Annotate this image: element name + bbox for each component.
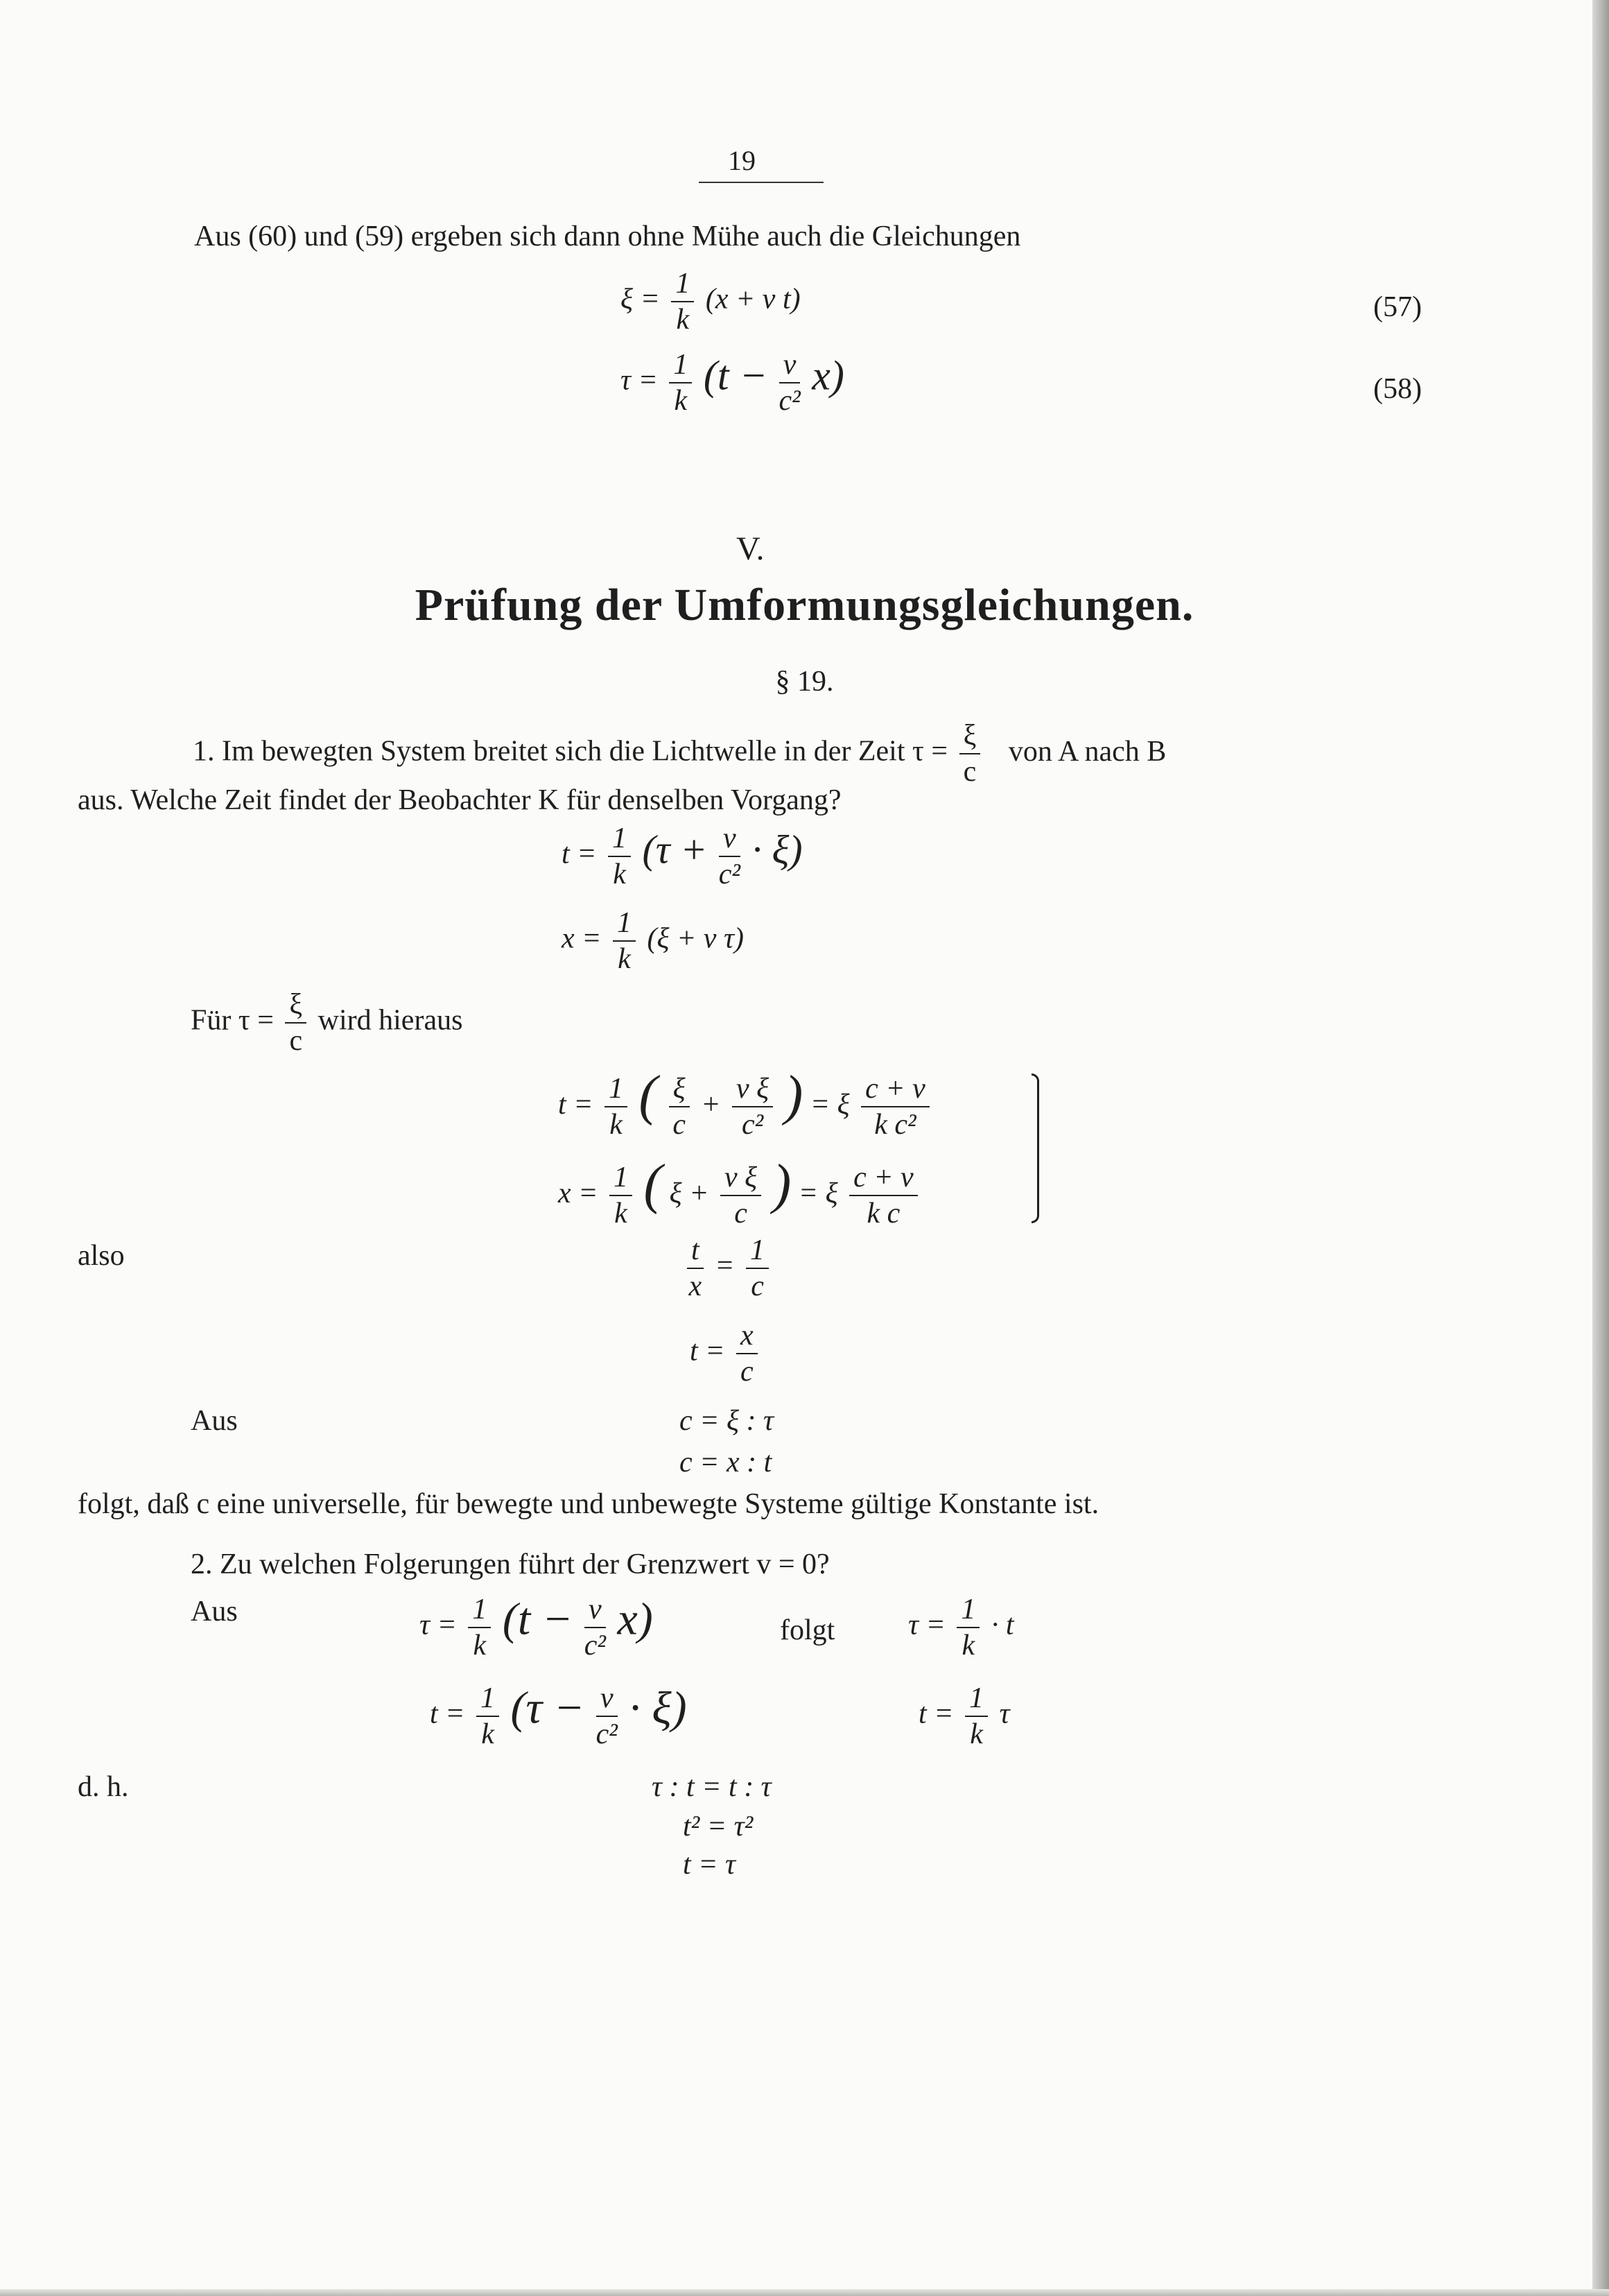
item1-eq-t-frac: [608, 824, 631, 889]
item2-eq-tau-vden: c²: [584, 1630, 606, 1661]
item1-eq-x-num: 1: [613, 908, 636, 942]
item2-res-t-lhs: t =: [919, 1698, 954, 1730]
section-title: Prüfung der Umformungsgleichungen.: [415, 580, 1194, 630]
item1-conclusion: folgt, daß c eine universelle, für bewegte und unbewegte Systeme gültige Konstante ist.: [78, 1488, 1099, 1520]
item1-eq-t-a: (τ +: [642, 827, 708, 872]
item1-eq-x2-eq: = ξ: [798, 1177, 838, 1209]
item1-eq-t2-p2: ): [784, 1065, 803, 1126]
eq58: [620, 350, 844, 415]
eq57-fraction: [671, 269, 694, 334]
item2-eq-t-vden: c²: [595, 1718, 618, 1750]
item2-res-tau-b: · t: [991, 1609, 1014, 1641]
item1-eq-t2-p1: (: [638, 1065, 658, 1126]
item1-eq-t2-eq: = ξ: [810, 1089, 850, 1121]
item1-eq-x2-bfrac: [720, 1163, 761, 1228]
item1-line1-den: c: [963, 756, 977, 788]
item1-eq-t2-lhs: t =: [558, 1089, 593, 1121]
item1-eq-x-rest: (ξ + v τ): [647, 922, 744, 955]
item1-eq-t2-frac: [605, 1074, 627, 1139]
item2-eq-tau-den: k: [473, 1630, 487, 1661]
item2-res-tau-lhs: τ =: [908, 1609, 946, 1641]
item2-res-t-frac: [965, 1684, 988, 1749]
item1-eq-t-vfrac: [719, 824, 740, 889]
eq58-rest-a: (t −: [703, 352, 768, 399]
item1-eq-t-num: 1: [608, 824, 631, 857]
item1-also: also: [78, 1240, 125, 1272]
item1-eq-t2-rfrac: [861, 1074, 930, 1139]
item1-eq-x-den: k: [618, 943, 631, 975]
item2-eq-tau-num: 1: [468, 1595, 491, 1628]
item2-eq-t: [430, 1684, 687, 1749]
page-bottom-edge: [0, 2289, 1609, 2296]
item1-eq-x2-rden: k c: [867, 1198, 901, 1230]
item1-fuer-den: c: [289, 1025, 303, 1057]
item1-line1: [193, 721, 1166, 786]
item1-line1-num: ξ: [959, 721, 981, 754]
page-number-rule: [699, 182, 824, 183]
item1-eq-t2-rnum: c + v: [861, 1074, 930, 1107]
eq58-vden: c²: [779, 385, 801, 417]
item1-c1: c = ξ : τ: [679, 1405, 774, 1437]
item2-eq-tau-vfrac: [584, 1595, 606, 1660]
item1-eq-t-vden: c²: [718, 858, 740, 890]
eq58-rest-b: x): [812, 352, 844, 399]
item1-eq-t2-bnum: v ξ: [732, 1074, 773, 1107]
eq58-fraction: [669, 350, 692, 415]
item1-line1-text: 1. Im bewegten System breitet sich die Lichtwelle in der Zeit τ =: [193, 735, 948, 768]
item2-eq-tau-a: (t −: [502, 1594, 573, 1645]
intro-line: Aus (60) und (59) ergeben sich dann ohne Mühe auch die Gleichungen: [194, 221, 1021, 252]
item1-t-eq-lhs: t =: [690, 1335, 725, 1367]
item1-eq-t2: [558, 1065, 934, 1141]
item1-fuer-line: [191, 990, 462, 1055]
item1-eq-x-lhs: x =: [562, 922, 602, 955]
item2-eq-t-den: k: [481, 1718, 494, 1750]
item2-res-tau-den: k: [962, 1630, 975, 1661]
item1-line1-end: von A nach B: [1008, 735, 1167, 768]
item1-eq-t2-afrac: [669, 1074, 690, 1139]
item1-ratio-eq: =: [715, 1250, 735, 1282]
item2-res-tau-frac: [957, 1595, 980, 1660]
item1-c2: c = x : t: [679, 1447, 772, 1478]
item1-aus: Aus: [191, 1405, 238, 1437]
item2-eq-t-b: · ξ): [629, 1682, 687, 1734]
item1-eq-x: [562, 908, 744, 974]
item1-ratio-rnum: 1: [746, 1236, 769, 1269]
item2-line3: t = τ: [683, 1849, 736, 1881]
item2-eq-tau-frac: [468, 1595, 491, 1660]
item2-dh: d. h.: [78, 1771, 129, 1803]
item1-eq-t-den: k: [613, 858, 626, 890]
eq58-number: (58): [1373, 373, 1422, 405]
item2-eq-t-lhs: t =: [430, 1698, 465, 1730]
item1-eq-t-vnum: v: [719, 824, 740, 857]
item2-res-t-num: 1: [965, 1684, 988, 1717]
item1-eq-t-b: · ξ): [751, 827, 803, 872]
item1-eq-x-frac: [613, 908, 636, 974]
item1-fuer-frac: [285, 990, 306, 1055]
page-number: 19: [728, 145, 756, 176]
item1-fuer-num: ξ: [285, 990, 306, 1024]
item2-eq-tau-b: x): [617, 1594, 653, 1645]
item1-ratio: [683, 1236, 773, 1301]
item1-ratio-frac: [687, 1236, 704, 1301]
item1-eq-x2-bden: c: [734, 1198, 747, 1230]
eq58-lhs: τ =: [620, 364, 658, 397]
item2-res-tau-num: 1: [957, 1595, 980, 1628]
item1-eq-x2-plus: +: [689, 1177, 709, 1209]
eq58-num: 1: [669, 350, 692, 383]
item1-eq-t2-bden: c²: [741, 1109, 764, 1141]
item2-res-t-b: τ: [999, 1698, 1010, 1730]
item1-ratio-rfrac: [746, 1236, 769, 1301]
item1-ratio-den: x: [688, 1270, 702, 1302]
item2-eq-tau-vnum: v: [584, 1595, 606, 1628]
eq58-den: k: [674, 385, 688, 417]
item1-eq-t-lhs: t =: [562, 838, 597, 870]
item1-t-eq: [690, 1321, 762, 1386]
item1-t-eq-frac: [736, 1321, 758, 1386]
item1-t-eq-num: x: [736, 1321, 758, 1354]
item1-eq-t2-rden: k c²: [874, 1109, 916, 1141]
item1-fuer-a: Für τ =: [191, 1004, 274, 1037]
page-edge-shadow: [1592, 0, 1609, 2296]
eq57-lhs: ξ =: [620, 283, 660, 316]
item1-eq-x2-rnum: c + v: [849, 1163, 918, 1196]
item2-question: 2. Zu welchen Folgerungen führt der Grenzwert v = 0?: [191, 1548, 830, 1580]
eq57-num: 1: [671, 269, 694, 302]
item2-eq-t-vfrac: [596, 1684, 618, 1749]
item2-eq-t-a: (τ −: [510, 1682, 585, 1734]
item1-eq-t2-plus: +: [701, 1089, 721, 1121]
item2-eq-tau-lhs: τ =: [419, 1609, 457, 1641]
item1-eq-t2-anum: ξ: [669, 1074, 690, 1107]
item1-eq-x2-frac: [609, 1163, 632, 1228]
item1-fuer-b: wird hieraus: [318, 1004, 463, 1037]
eq58-vnum: v: [779, 350, 801, 383]
item1-eq-t: [562, 824, 803, 889]
item2-eq-t-num: 1: [476, 1684, 499, 1717]
item2-eq-tau: [419, 1595, 653, 1660]
item2-res-t-den: k: [970, 1718, 983, 1750]
item2-res-tau: [908, 1595, 1014, 1660]
item1-eq-x2-p1: (: [643, 1154, 663, 1215]
item2-aus: Aus: [191, 1596, 238, 1628]
item1-line2: aus. Welche Zeit findet der Beobachter K für denselben Vorgang?: [78, 784, 842, 816]
item1-eq-x2-rfrac: [849, 1163, 918, 1228]
section-roman: V.: [736, 530, 765, 567]
system-brace: [1032, 1073, 1039, 1223]
item2-eq-t-frac: [476, 1684, 499, 1749]
item1-eq-x2-den: k: [614, 1198, 627, 1230]
eq57-number: (57): [1373, 291, 1422, 323]
item1-eq-t2-den: k: [609, 1109, 623, 1141]
item1-line1-fraction: [959, 721, 981, 786]
item1-eq-t2-num: 1: [605, 1074, 627, 1107]
item1-eq-x2-p2: ): [772, 1154, 792, 1215]
item2-line1: τ : t = t : τ: [652, 1771, 772, 1803]
paragraph-number: § 19.: [775, 666, 834, 698]
item1-eq-x2-lhs: x =: [558, 1177, 598, 1209]
eq57: [620, 269, 801, 334]
item1-eq-x2-num: 1: [609, 1163, 632, 1196]
item2-folgt: folgt: [780, 1614, 835, 1646]
item1-eq-t2-aden: c: [672, 1109, 686, 1141]
item2-eq-t-vnum: v: [596, 1684, 618, 1717]
item1-ratio-num: t: [687, 1236, 704, 1269]
item1-eq-t2-bfrac: [732, 1074, 773, 1139]
item1-t-eq-den: c: [740, 1356, 754, 1388]
item1-eq-x2: [558, 1154, 922, 1230]
eq57-den: k: [676, 304, 690, 336]
eq57-rest: (x + v t): [705, 283, 801, 316]
item1-eq-x2-bnum: v ξ: [720, 1163, 761, 1196]
item2-res-t: [919, 1684, 1010, 1749]
item2-line2: t² = τ²: [683, 1811, 754, 1842]
eq58-vfraction: [779, 350, 801, 415]
item1-ratio-rden: c: [751, 1270, 764, 1302]
item1-eq-x2-a: ξ: [669, 1177, 682, 1209]
